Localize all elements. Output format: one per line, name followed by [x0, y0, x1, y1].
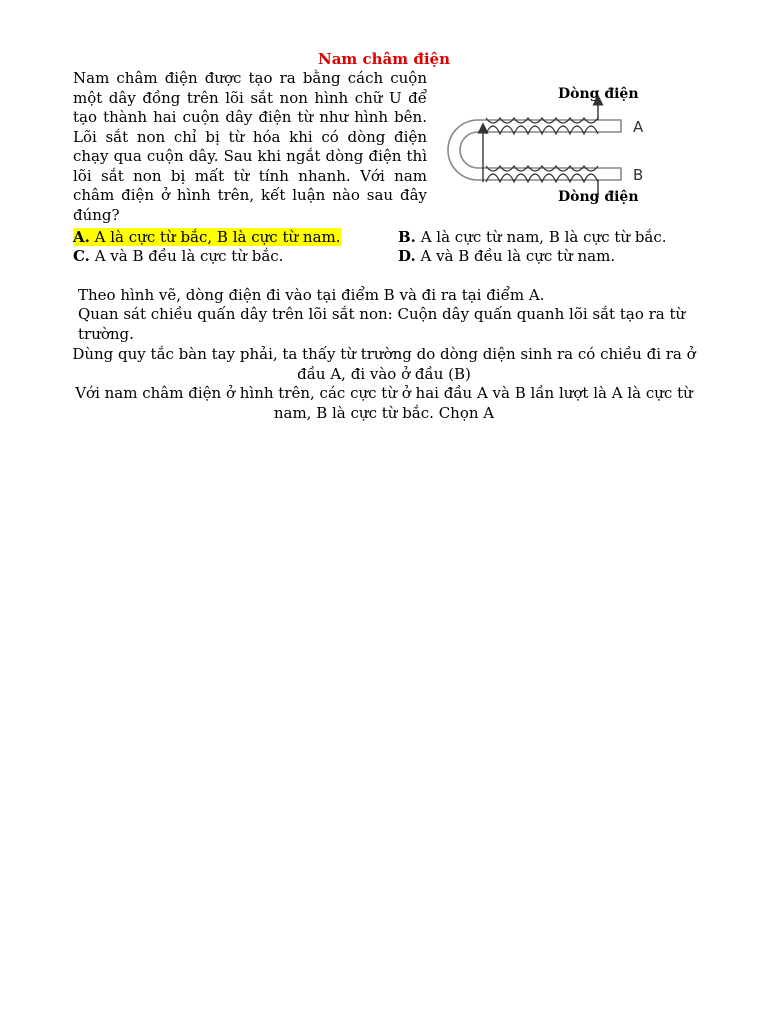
option-b-letter: B.	[398, 228, 416, 246]
option-a-highlight	[73, 228, 341, 246]
option-a[interactable]	[73, 228, 341, 246]
option-c-letter: C.	[73, 247, 90, 265]
page-title: Nam châm điện	[317, 50, 450, 68]
solution-line-1: Theo hình vẽ, dòng điện đi vào tại điểm B và đi ra tại điểm A.	[78, 286, 545, 304]
question-text: Nam châm điện được tạo ra bằng cách cuộn một dây đồng trên lõi sắt non hình chữ U để tạo thành hai cuộn dây điện từ như hình bên. Lõi sắt non chỉ bị từ hóa khi có dòng điện chạy qua cuộn dây. Sau khi ngắt dòng điện thì lõi sắt non bị mất từ tính nhanh. Với nam châm điện ở hình trên, kết luận nào sau đây đúng?	[73, 69, 427, 224]
option-a-letter: A.	[73, 228, 90, 246]
figure-label-top: Dòng điện	[558, 86, 639, 102]
option-c[interactable]	[73, 247, 283, 265]
pole-a-label: A	[633, 118, 644, 136]
solution-line-3: Dùng quy tắc bàn tay phải, ta thấy từ trường do dòng diện sinh ra có chiều đi ra ở đầu A, đi vào ở đầu (B)	[72, 345, 696, 383]
option-c-text: A và B đều là cực từ bắc.	[94, 247, 284, 265]
u-core-diagram	[436, 80, 706, 220]
pole-b-label: B	[633, 166, 644, 184]
option-d-text: A và B đều là cực từ nam.	[420, 247, 616, 265]
figure-label-bottom: Dòng điện	[558, 189, 639, 205]
solution-line-2: Quan sát chiều quấn dây trên lõi sắt non: Cuộn dây quấn quanh lõi sắt tạo ra từ trường.	[78, 305, 686, 343]
option-b[interactable]	[398, 228, 667, 246]
option-d-letter: D.	[398, 247, 416, 265]
option-b-text: A là cực từ nam, B là cực từ bắc.	[420, 228, 667, 246]
option-d[interactable]	[398, 247, 615, 265]
solution-line-4: Với nam châm điện ở hình trên, các cực từ ở hai đầu A và B lần lượt là A là cực từ nam, B là cực từ bắc. Chọn A	[75, 384, 693, 422]
option-a-text: A là cực từ bắc, B là cực từ nam.	[94, 228, 341, 246]
electromagnet-figure	[436, 80, 706, 220]
